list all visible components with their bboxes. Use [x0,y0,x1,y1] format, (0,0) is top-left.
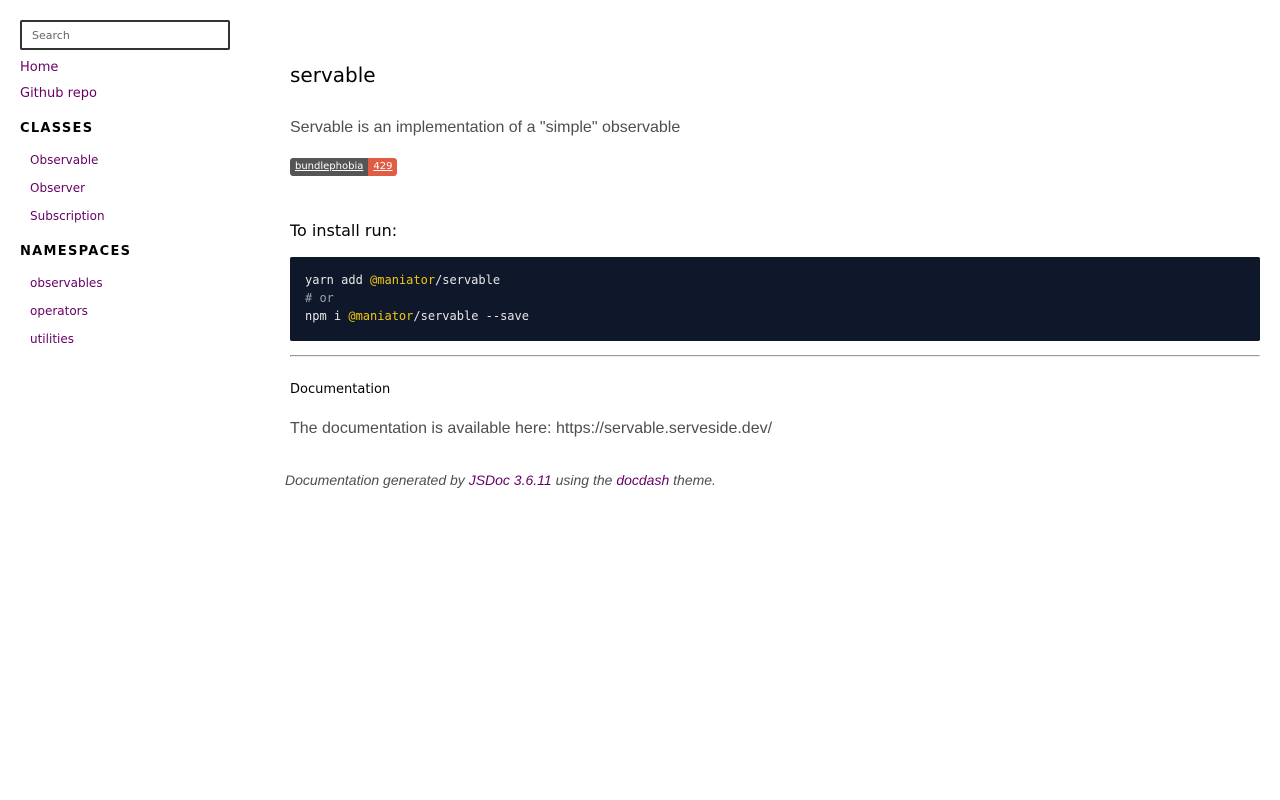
namespaces-heading: NAMESPACES [20,244,132,259]
sidebar-nav [0,0,250,800]
documentation-text: The documentation is available here: https://servable.serveside.dev/ [290,420,773,437]
namespace-link-utilities[interactable]: utilities [30,332,74,346]
footer-suffix: theme. [669,472,716,488]
footer [285,471,716,489]
jsdoc-link[interactable]: JSDoc 3.6.11 [468,472,552,488]
badge-value: 429 [368,158,397,176]
code-scope: @maniator [370,273,436,287]
code-text: /servable --save [413,309,529,323]
bundlephobia-badge[interactable] [290,158,397,176]
class-link-subscription[interactable]: Subscription [30,209,105,223]
code-line-yarn [305,271,1245,289]
code-scope: @maniator [348,309,414,323]
nav-link-home[interactable]: Home [20,60,59,75]
code-text: /servable [435,273,501,287]
install-heading: To install run: [290,221,398,240]
namespace-link-observables[interactable]: observables [30,276,103,290]
documentation-heading: Documentation [290,382,391,397]
docdash-link[interactable]: docdash [616,472,670,488]
classes-heading: CLASSES [20,121,94,136]
class-link-observer[interactable]: Observer [30,181,86,195]
section-divider [290,355,1260,357]
footer-middle: using the [551,472,617,488]
page-title: servable [290,63,376,87]
code-line-npm [305,307,1245,325]
namespace-link-operators[interactable]: operators [30,304,88,318]
code-text: npm i [305,309,349,323]
code-line-comment: # or [305,291,334,305]
search-input[interactable] [20,20,230,50]
nav-link-github-repo[interactable]: Github repo [20,86,97,101]
badge-label: bundlephobia [290,158,368,176]
code-text: yarn add [305,273,371,287]
footer-prefix: Documentation generated by [285,472,469,488]
package-description: Servable is an implementation of a "simple" observable [290,119,681,136]
install-code-block [290,257,1260,341]
class-link-observable[interactable]: Observable [30,153,99,167]
